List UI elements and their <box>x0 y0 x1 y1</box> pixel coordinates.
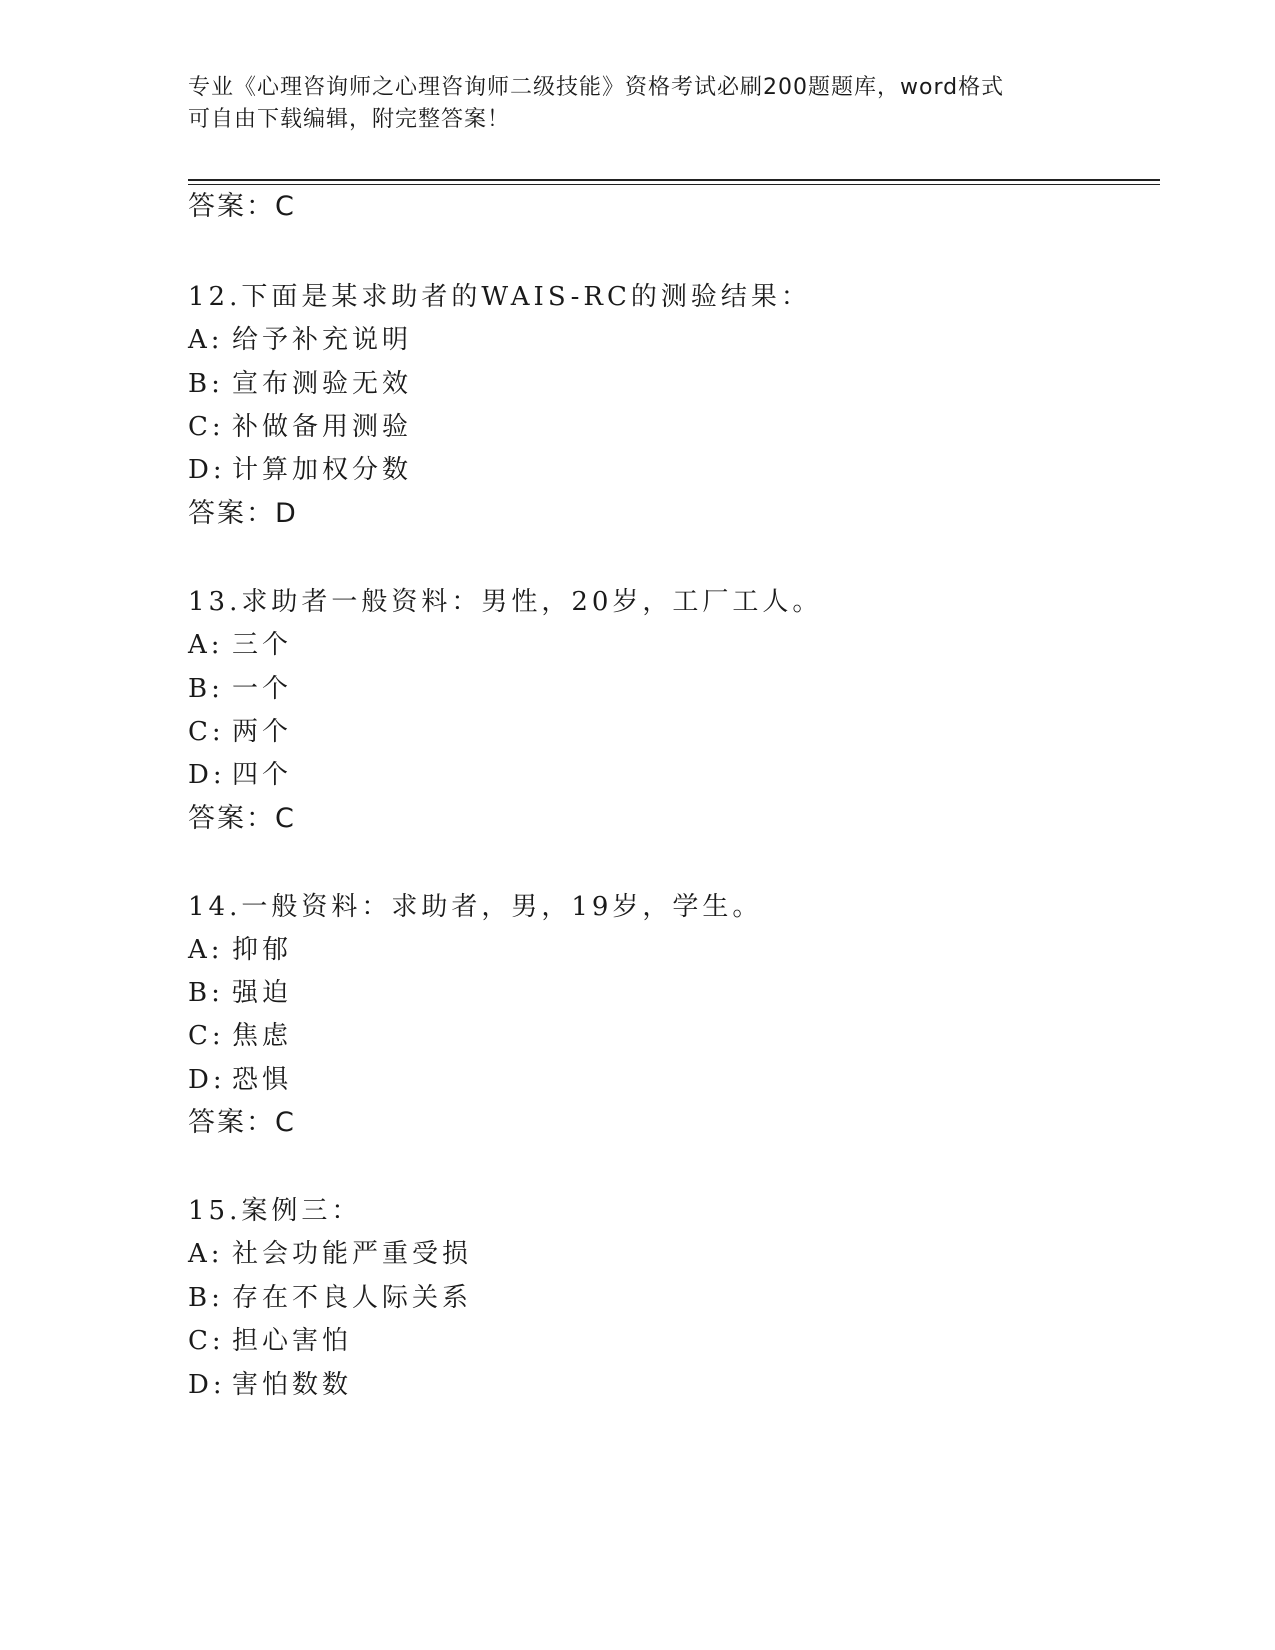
answer-q13: 答案：C <box>188 803 296 834</box>
q12-option-d <box>188 453 412 487</box>
option-text: 三个 <box>232 630 293 660</box>
q14-option-d <box>188 1063 292 1097</box>
option-text: 抑郁 <box>232 935 293 965</box>
option-letter: D: <box>188 760 226 790</box>
option-letter: B: <box>188 674 224 704</box>
q13-option-b <box>188 672 292 706</box>
option-letter: A: <box>188 935 224 965</box>
page-header <box>188 72 1078 136</box>
q15-option-a <box>188 1237 472 1271</box>
option-text: 存在不良人际关系 <box>232 1283 473 1313</box>
option-letter: A: <box>188 325 224 355</box>
q15-option-c <box>188 1324 352 1358</box>
option-letter: C: <box>188 1021 225 1051</box>
q14-option-b <box>188 976 292 1010</box>
q15-option-b <box>188 1281 472 1315</box>
q12-option-a <box>188 323 412 357</box>
question-13-stem: 13.求助者一般资料：男性，20岁，工厂工人。 <box>188 587 823 617</box>
answer-q14: 答案：C <box>188 1107 296 1138</box>
header-line-2: 可自由下载编辑，附完整答案！ <box>188 107 511 132</box>
option-letter: A: <box>188 630 224 660</box>
question-12-stem: 12.下面是某求助者的WAIS-RC的测验结果： <box>188 282 811 312</box>
q12-option-b <box>188 367 412 401</box>
option-letter: B: <box>188 978 224 1008</box>
q13-option-d <box>188 758 292 792</box>
header-rule-thick <box>188 179 1160 181</box>
option-text: 恐惧 <box>232 1065 293 1095</box>
option-letter: C: <box>188 412 225 442</box>
q14-option-a <box>188 933 292 967</box>
option-text: 一个 <box>232 674 293 704</box>
question-15-stem: 15.案例三： <box>188 1196 362 1226</box>
q13-option-c <box>188 715 292 749</box>
question-14-stem: 14.一般资料：求助者，男，19岁，学生。 <box>188 892 763 922</box>
option-letter: D: <box>188 1065 226 1095</box>
option-text: 害怕数数 <box>232 1370 353 1400</box>
option-letter: C: <box>188 1326 225 1356</box>
q14-option-c <box>188 1019 292 1053</box>
header-rule-thin <box>188 184 1160 185</box>
option-text: 社会功能严重受损 <box>232 1239 473 1269</box>
option-text: 两个 <box>232 717 293 747</box>
option-letter: D: <box>188 1370 226 1400</box>
option-letter: B: <box>188 369 224 399</box>
q15-option-d <box>188 1368 352 1402</box>
option-text: 宣布测验无效 <box>232 369 413 399</box>
q13-option-a <box>188 628 292 662</box>
option-letter: A: <box>188 1239 224 1269</box>
option-text: 给予补充说明 <box>232 325 413 355</box>
option-letter: B: <box>188 1283 224 1313</box>
q12-option-c <box>188 410 412 444</box>
option-letter: C: <box>188 717 225 747</box>
option-text: 补做备用测验 <box>232 412 413 442</box>
option-text: 四个 <box>232 760 293 790</box>
answer-prev: 答案：C <box>188 191 296 222</box>
option-text: 担心害怕 <box>232 1326 353 1356</box>
option-text: 强迫 <box>232 978 293 1008</box>
header-line-1: 专业《心理咨询师之心理咨询师二级技能》资格考试必刷200题题库，word格式 <box>188 75 1005 100</box>
option-text: 计算加权分数 <box>232 455 413 485</box>
option-letter: D: <box>188 455 226 485</box>
answer-q12: 答案：D <box>188 498 298 529</box>
option-text: 焦虑 <box>232 1021 293 1051</box>
